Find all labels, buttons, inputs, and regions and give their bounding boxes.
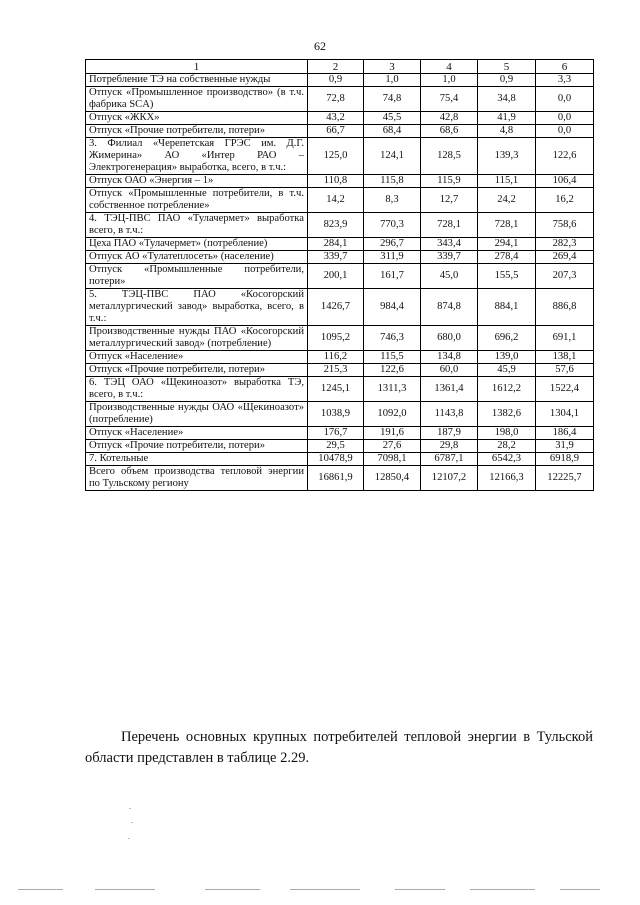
value-cell: 269,4 [536, 251, 594, 264]
row-label: Отпуск «Прочие потребители, потери» [86, 440, 308, 453]
row-label: 3. Филиал «Черепетская ГРЭС им. Д.Г. Жимерина» АО «Интер РАО – Электрогенерация» выработка, всего, в т.ч.: [86, 138, 308, 175]
value-cell: 1361,4 [421, 377, 478, 402]
value-cell: 1143,8 [421, 402, 478, 427]
value-cell: 68,4 [364, 125, 421, 138]
table-row [86, 377, 594, 402]
value-cell: 176,7 [308, 427, 364, 440]
table-row [86, 326, 594, 351]
row-label: 4. ТЭЦ-ПВС ПАО «Тулачермет» выработка всего, в т.ч.: [86, 213, 308, 238]
row-label: Отпуск «Промышленное производство» (в т.ч. фабрика SCA) [86, 87, 308, 112]
value-cell: 1612,2 [478, 377, 536, 402]
value-cell: 884,1 [478, 289, 536, 326]
value-cell: 207,3 [536, 264, 594, 289]
body-paragraph: Перечень основных крупных потребителей тепловой энергии в Тульской области представлен в таблице 2.29. [85, 729, 593, 766]
row-label: 7. Котельные [86, 453, 308, 466]
value-cell: 155,5 [478, 264, 536, 289]
value-cell: 984,4 [364, 289, 421, 326]
row-label: 5. ТЭЦ-ПВС ПАО «Косогорский металлургический завод» выработка, всего, в т.ч.: [86, 289, 308, 326]
value-cell: 0,9 [308, 74, 364, 87]
value-cell: 57,6 [536, 364, 594, 377]
row-label: Отпуск АО «Тулатеплосеть» (население) [86, 251, 308, 264]
value-cell: 294,1 [478, 238, 536, 251]
table-row [86, 402, 594, 427]
value-cell: 296,7 [364, 238, 421, 251]
column-header: 1 [86, 60, 308, 74]
value-cell: 10478,9 [308, 453, 364, 466]
row-label: Отпуск «Промышленные потребители, в т.ч. собственное потребление» [86, 188, 308, 213]
table-row [86, 364, 594, 377]
value-cell: 823,9 [308, 213, 364, 238]
row-label: Потребление ТЭ на собственные нужды [86, 74, 308, 87]
value-cell: 12225,7 [536, 466, 594, 491]
value-cell: 122,6 [536, 138, 594, 175]
value-cell: 115,1 [478, 175, 536, 188]
value-cell: 12850,4 [364, 466, 421, 491]
value-cell: 696,2 [478, 326, 536, 351]
value-cell: 128,5 [421, 138, 478, 175]
table-row [86, 188, 594, 213]
value-cell: 339,7 [308, 251, 364, 264]
row-label: Производственные нужды ПАО «Косогорский металлургический завод» (потребление) [86, 326, 308, 351]
value-cell: 1092,0 [364, 402, 421, 427]
value-cell: 29,8 [421, 440, 478, 453]
column-header: 4 [421, 60, 478, 74]
value-cell: 68,6 [421, 125, 478, 138]
column-header: 6 [536, 60, 594, 74]
table-row [86, 453, 594, 466]
row-label: Отпуск «ЖКХ» [86, 112, 308, 125]
value-cell: 122,6 [364, 364, 421, 377]
table-row [86, 427, 594, 440]
table-row [86, 175, 594, 188]
table-row [86, 138, 594, 175]
value-cell: 124,1 [364, 138, 421, 175]
scan-speck [128, 838, 130, 839]
row-label: Цеха ПАО «Тулачермет» (потребление) [86, 238, 308, 251]
value-cell: 6787,1 [421, 453, 478, 466]
value-cell: 3,3 [536, 74, 594, 87]
table-row [86, 112, 594, 125]
row-label: Отпуск ОАО «Энергия – 1» [86, 175, 308, 188]
value-cell: 343,4 [421, 238, 478, 251]
value-cell: 6918,9 [536, 453, 594, 466]
value-cell: 16,2 [536, 188, 594, 213]
value-cell: 138,1 [536, 351, 594, 364]
value-cell: 728,1 [421, 213, 478, 238]
value-cell: 1382,6 [478, 402, 536, 427]
value-cell: 0,0 [536, 87, 594, 112]
row-label: Отпуск «Прочие потребители, потери» [86, 364, 308, 377]
value-cell: 1522,4 [536, 377, 594, 402]
value-cell: 215,3 [308, 364, 364, 377]
value-cell: 8,3 [364, 188, 421, 213]
value-cell: 139,0 [478, 351, 536, 364]
table-header-row [86, 60, 594, 74]
value-cell: 16861,9 [308, 466, 364, 491]
value-cell: 200,1 [308, 264, 364, 289]
value-cell: 886,8 [536, 289, 594, 326]
value-cell: 43,2 [308, 112, 364, 125]
column-header: 3 [364, 60, 421, 74]
row-label: Производственные нужды ОАО «Щекиноазот» (потребление) [86, 402, 308, 427]
value-cell: 278,4 [478, 251, 536, 264]
column-header: 5 [478, 60, 536, 74]
value-cell: 14,2 [308, 188, 364, 213]
value-cell: 198,0 [478, 427, 536, 440]
value-cell: 45,5 [364, 112, 421, 125]
value-cell: 691,1 [536, 326, 594, 351]
row-label: Отпуск «Промышленные потребители, потери» [86, 264, 308, 289]
value-cell: 116,2 [308, 351, 364, 364]
value-cell: 1,0 [364, 74, 421, 87]
value-cell: 75,4 [421, 87, 478, 112]
value-cell: 24,2 [478, 188, 536, 213]
value-cell: 0,0 [536, 125, 594, 138]
value-cell: 139,3 [478, 138, 536, 175]
value-cell: 186,4 [536, 427, 594, 440]
value-cell: 4,8 [478, 125, 536, 138]
table-row [86, 289, 594, 326]
scan-speck [131, 822, 133, 823]
value-cell: 282,3 [536, 238, 594, 251]
value-cell: 66,7 [308, 125, 364, 138]
value-cell: 284,1 [308, 238, 364, 251]
row-label: Отпуск «Прочие потребители, потери» [86, 125, 308, 138]
value-cell: 728,1 [478, 213, 536, 238]
value-cell: 1038,9 [308, 402, 364, 427]
row-label: Отпуск «Население» [86, 427, 308, 440]
value-cell: 191,6 [364, 427, 421, 440]
table-row [86, 74, 594, 87]
value-cell: 110,8 [308, 175, 364, 188]
value-cell: 7098,1 [364, 453, 421, 466]
table-row [86, 87, 594, 112]
value-cell: 874,8 [421, 289, 478, 326]
value-cell: 1245,1 [308, 377, 364, 402]
value-cell: 1,0 [421, 74, 478, 87]
value-cell: 12107,2 [421, 466, 478, 491]
value-cell: 45,0 [421, 264, 478, 289]
value-cell: 770,3 [364, 213, 421, 238]
value-cell: 0,0 [536, 112, 594, 125]
value-cell: 27,6 [364, 440, 421, 453]
table-row [86, 251, 594, 264]
value-cell: 12166,3 [478, 466, 536, 491]
table-row [86, 440, 594, 453]
value-cell: 1095,2 [308, 326, 364, 351]
heat-production-table [85, 59, 594, 491]
value-cell: 134,8 [421, 351, 478, 364]
value-cell: 746,3 [364, 326, 421, 351]
value-cell: 42,8 [421, 112, 478, 125]
value-cell: 34,8 [478, 87, 536, 112]
table-row [86, 213, 594, 238]
value-cell: 125,0 [308, 138, 364, 175]
value-cell: 1426,7 [308, 289, 364, 326]
value-cell: 6542,3 [478, 453, 536, 466]
value-cell: 115,9 [421, 175, 478, 188]
value-cell: 161,7 [364, 264, 421, 289]
value-cell: 12,7 [421, 188, 478, 213]
value-cell: 187,9 [421, 427, 478, 440]
table-row [86, 466, 594, 491]
row-label: Отпуск «Население» [86, 351, 308, 364]
value-cell: 0,9 [478, 74, 536, 87]
value-cell: 106,4 [536, 175, 594, 188]
value-cell: 339,7 [421, 251, 478, 264]
value-cell: 41,9 [478, 112, 536, 125]
scan-bottom-marks [0, 884, 640, 896]
value-cell: 45,9 [478, 364, 536, 377]
value-cell: 74,8 [364, 87, 421, 112]
value-cell: 680,0 [421, 326, 478, 351]
value-cell: 115,8 [364, 175, 421, 188]
value-cell: 115,5 [364, 351, 421, 364]
column-header: 2 [308, 60, 364, 74]
row-label: Всего объем производства тепловой энергии по Тульскому региону [86, 466, 308, 491]
table-row [86, 238, 594, 251]
value-cell: 28,2 [478, 440, 536, 453]
table-row [86, 351, 594, 364]
scan-speck [129, 808, 131, 809]
table-row [86, 264, 594, 289]
value-cell: 29,5 [308, 440, 364, 453]
value-cell: 311,9 [364, 251, 421, 264]
page-number: 62 [314, 39, 326, 53]
value-cell: 758,6 [536, 213, 594, 238]
row-label: 6. ТЭЦ ОАО «Щекиноазот» выработка ТЭ, всего, в т.ч.: [86, 377, 308, 402]
value-cell: 72,8 [308, 87, 364, 112]
table-row [86, 125, 594, 138]
value-cell: 31,9 [536, 440, 594, 453]
value-cell: 1311,3 [364, 377, 421, 402]
value-cell: 60,0 [421, 364, 478, 377]
value-cell: 1304,1 [536, 402, 594, 427]
